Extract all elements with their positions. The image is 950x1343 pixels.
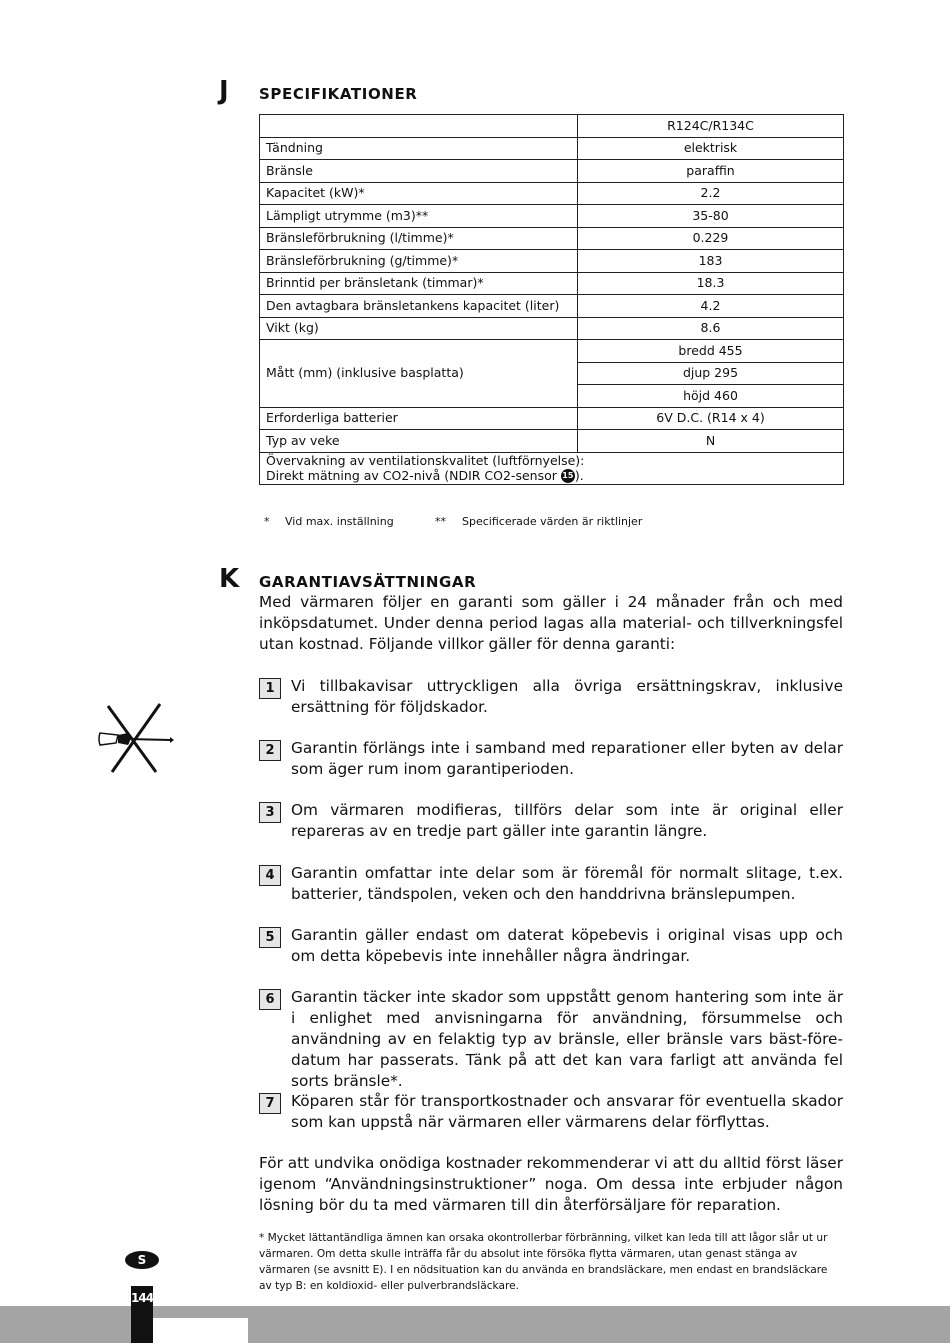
spec-row xyxy=(260,250,844,273)
spec-value: 4.2 xyxy=(578,295,844,318)
item-text: Köparen står för transportkostnader och ansvarar för eventuella skador som kan uppstå när värmaren eller värmarens delar förflyttas. xyxy=(291,1092,843,1131)
spec-value: 6V D.C. (R14 x 4) xyxy=(578,407,844,430)
warranty-item xyxy=(259,800,843,842)
spec-label: Lämpligt utrymme (m3)** xyxy=(260,205,578,228)
spec-label: Typ av veke xyxy=(260,430,578,453)
fuel-warning-note: * Mycket lättantändliga ämnen kan orsaka okontrollerbar förbränning, vilket kan leda till att lågor slår ut ur värmaren. Om detta skulle inträffa får du absolut inte försöka flytta värmaren, utan genast stänga av värmaren (se avsnitt E). I en nödsituation kan du använda en brandsläckare, men endast en brandsläckare av typ B: en koldioxid- eller pulverbrandsläckare. xyxy=(259,1232,828,1292)
spec-value: 2.2 xyxy=(578,182,844,205)
item-text: Vi tillbakavisar uttryckligen alla övriga ersättningskrav, inklusive ersättning för följdskador. xyxy=(291,677,843,716)
footnote-star-mark: * xyxy=(264,515,270,528)
spec-label-dimensions: Mått (mm) (inklusive basplatta) xyxy=(260,340,578,408)
item-text: Garantin gäller endast om daterat köpebevis i original visas upp och om detta köpebevis inte innehåller några ändringar. xyxy=(291,926,843,965)
section-j-title: SPECIFIKATIONER xyxy=(259,85,418,103)
spec-row xyxy=(260,272,844,295)
warranty-item xyxy=(259,738,843,780)
ventilation-line-2 xyxy=(266,468,837,484)
spec-row xyxy=(260,227,844,250)
item-number-box: 6 xyxy=(259,989,281,1010)
spec-table xyxy=(259,114,844,485)
spec-label: Kapacitet (kW)* xyxy=(260,182,578,205)
section-j-letter: J xyxy=(219,76,229,106)
footnote-star-text: Vid max. inställning xyxy=(285,515,394,528)
item-text: Garantin täcker inte skador som uppstått genom hantering som inte är i enlighet med anvisningarna för användning, försummelse och användning av en felaktig typ av bränsle, eller bränsle vars bäst-före-datum har passerats. Tänk på att det kan vara farligt att använda fel sorts bränsle*. xyxy=(291,988,843,1090)
item-text: Garantin omfattar inte delar som är föremål för normalt slitage, t.ex. batterier, tändspolen, veken och den handdrivna bränslepumpen. xyxy=(291,864,843,903)
item-number-box: 4 xyxy=(259,865,281,886)
spec-row xyxy=(260,137,844,160)
warranty-item xyxy=(259,1091,843,1133)
ventilation-text: Direkt mätning av CO2-nivå (NDIR CO2-sensor xyxy=(266,467,561,483)
item-number-box: 1 xyxy=(259,678,281,699)
spec-value: 183 xyxy=(578,250,844,273)
item-number-box: 3 xyxy=(259,802,281,823)
spec-row xyxy=(260,407,844,430)
warranty-item xyxy=(259,925,843,967)
spec-label: Bränsle xyxy=(260,160,578,183)
reference-number-badge: 15 xyxy=(561,469,575,483)
spec-value: 18.3 xyxy=(578,272,844,295)
spec-header-empty xyxy=(260,115,578,138)
warranty-item xyxy=(259,987,843,1092)
spec-row xyxy=(260,205,844,228)
spec-ventilation-cell xyxy=(260,452,844,484)
spec-value-depth: djup 295 xyxy=(578,362,844,385)
section-k-title: GARANTIAVSÄTTNINGAR xyxy=(259,573,477,591)
spec-value-width: bredd 455 xyxy=(578,340,844,363)
spec-label: Bränsleförbrukning (l/timme)* xyxy=(260,227,578,250)
item-number-box: 2 xyxy=(259,740,281,761)
spec-value: 8.6 xyxy=(578,317,844,340)
spec-value: paraffin xyxy=(578,160,844,183)
spec-value: N xyxy=(578,430,844,453)
spec-row xyxy=(260,317,844,340)
item-text: Garantin förlängs inte i samband med reparationer eller byten av delar som äger rum inom garantiperioden. xyxy=(291,739,843,778)
spec-row xyxy=(260,160,844,183)
language-badge: S xyxy=(125,1251,159,1269)
item-number-box: 7 xyxy=(259,1093,281,1114)
item-number-box: 5 xyxy=(259,927,281,948)
spec-header-row xyxy=(260,115,844,138)
spec-row-ventilation xyxy=(260,452,844,484)
section-k-letter: K xyxy=(219,564,240,594)
spec-label: Vikt (kg) xyxy=(260,317,578,340)
spec-label: Brinntid per bränsletank (timmar)* xyxy=(260,272,578,295)
ventilation-line-1: Övervakning av ventilationskvalitet (luftförnyelse): xyxy=(266,452,585,468)
spec-header-model: R124C/R134C xyxy=(578,115,844,138)
spec-row-dimensions xyxy=(260,340,844,363)
ventilation-text-end: ). xyxy=(574,467,584,483)
warranty-item xyxy=(259,676,843,718)
page-number: 144 xyxy=(131,1291,154,1305)
footer-white-slot xyxy=(153,1318,248,1343)
spec-value: elektrisk xyxy=(578,137,844,160)
spec-label: Erforderliga batterier xyxy=(260,407,578,430)
spec-label: Tändning xyxy=(260,137,578,160)
item-text: Om värmaren modifieras, tillförs delar som inte är original eller repareras av en tredje part gäller inte garantin längre. xyxy=(291,801,843,840)
warranty-intro: Med värmaren följer en garanti som gäller i 24 månader från och med inköpsdatumet. Under denna period lagas alla material- och tillverkningsfel utan kostnad. Följande villkor gäller för denna garanti: xyxy=(259,593,843,653)
spec-row xyxy=(260,182,844,205)
spec-value-height: höjd 460 xyxy=(578,385,844,408)
no-screwdriver-icon xyxy=(96,700,178,776)
closing-paragraph: För att undvika onödiga kostnader rekommenderar vi att du alltid först läser igenom “Användningsinstruktioner” noga. Om dessa inte erbjuder någon lösning bör du ta med värmaren till din återförsäljare för reparation. xyxy=(259,1154,843,1214)
spec-value: 35-80 xyxy=(578,205,844,228)
spec-value: 0.229 xyxy=(578,227,844,250)
spec-label: Den avtagbara bränsletankens kapacitet (liter) xyxy=(260,295,578,318)
warranty-item xyxy=(259,863,843,905)
footnote-double-star-text: Specificerade värden är riktlinjer xyxy=(462,515,643,528)
footnote-double-star-mark: ** xyxy=(435,515,446,528)
spec-row xyxy=(260,295,844,318)
spec-row xyxy=(260,430,844,453)
spec-label: Bränsleförbrukning (g/timme)* xyxy=(260,250,578,273)
